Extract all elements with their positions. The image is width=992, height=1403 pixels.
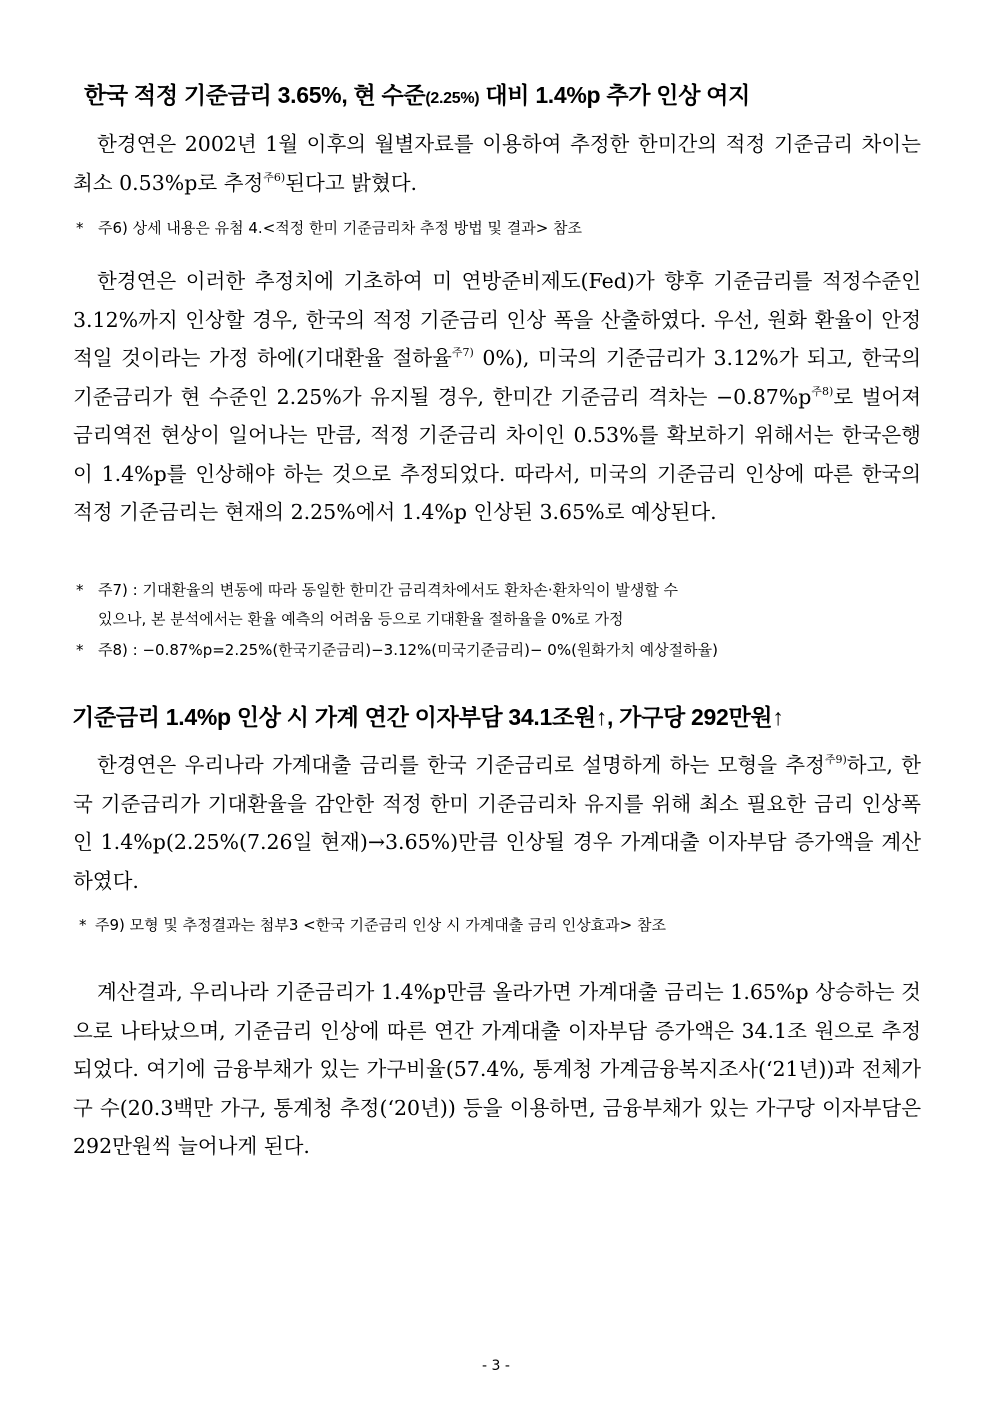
heading-1-small: (2.25%) bbox=[425, 90, 480, 107]
footnote-ref: 주9) bbox=[824, 753, 847, 766]
section-heading-1 bbox=[84, 80, 934, 114]
paragraph-text: 한경연은 이러한 추정치에 기초하여 미 연방준비제도(Fed)가 향후 기준금리를 적정수준인 3.12%까지 인상할 경우, 한국의 적정 기준금리 인상 폭을 산출하였다. 우선, 원화 환율이 안정적일 것이라는 가정 하에(기대환율 절하율 bbox=[73, 269, 921, 370]
footnote-text: 주6) 상세 내용은 유첨 4.<적정 한미 기준금리차 추정 방법 및 결과> 참조 bbox=[98, 219, 583, 237]
paragraph-text: 하고, 한국 기준금리가 기대환율을 감안한 적정 한미 기준금리차 유지를 위해 최소 필요한 금리 인상폭인 1.4%p(2.25%(7.26일 현재)→3.65%)만큼 인상될 경우 가계대출 이자부담 증가액을 계산하였다. bbox=[73, 753, 921, 893]
footnote-ref: 주8) bbox=[811, 384, 834, 398]
footnote-marker: * bbox=[79, 916, 87, 934]
paragraph bbox=[73, 973, 921, 1166]
footnote-marker: * bbox=[76, 581, 84, 599]
paragraph-text: 된다고 밝혔다. bbox=[285, 170, 418, 195]
page-number: - 3 - bbox=[482, 1358, 510, 1374]
footnote-ref: 주7) bbox=[451, 346, 474, 359]
paragraph-text: 한경연은 우리나라 가계대출 금리를 한국 기준금리로 설명하게 하는 모형을 추정 bbox=[97, 753, 825, 777]
paragraph-text: 계산결과, 우리나라 기준금리가 1.4%p만큼 올라가면 가계대출 금리는 1.65%p 상승하는 것으로 나타났으며, 기준금리 인상에 따른 연간 가계대출 이자부담 증가액은 34.1조 원으로 추정되었다. 여기에 금융부채가 있는 가구비율(57.4%, 통계청 가계금융복지조사(‘21년))과 전체가구 수(20.3백만 가구, 통계청 추정(‘20년)) 등을 이용하면, 금융부채가 있는 가구당 이자부담은 292만원씩 늘어나게 된다. bbox=[73, 980, 921, 1158]
section-heading-2: 기준금리 1.4%p 인상 시 가계 연간 이자부담 34.1조원↑, 가구당 292만원↑ bbox=[72, 704, 784, 730]
footnote-6 bbox=[76, 214, 926, 243]
footnote-ref: 주6) bbox=[263, 170, 286, 184]
footnote-7 bbox=[76, 576, 926, 634]
footnote-marker: * bbox=[76, 641, 84, 659]
paragraph-text: 로 벌어져 금리역전 현상이 일어나는 만큼, 적정 기준금리 차이인 0.53%를 확보하기 위해서는 한국은행이 1.4%p를 인상해야 하는 것으로 추정되었다. 따라서, 미국의 기준금리 인상에 따른 한국의 적정 기준금리는 현재의 2.25%에서 1.4%p 인상된 3.65%로 예상된다. bbox=[73, 384, 921, 524]
paragraph bbox=[73, 746, 921, 900]
footnote-marker: * bbox=[76, 219, 84, 237]
paragraph-text: 한경연은 2002년 1월 이후의 월별자료를 이용하여 추정한 한미간의 적정 기준금리 차이는 최소 0.53%p로 추정 bbox=[73, 132, 921, 195]
footnote-9 bbox=[79, 911, 929, 940]
footnote-text: 주7) : 기대환율의 변동에 따라 동일한 한미간 금리격차에서도 환차손·환차익이 발생할 수 bbox=[98, 581, 679, 599]
footnote-text: 있으나, 본 분석에서는 환율 예측의 어려움 등으로 기대환율 절하율을 0%로 가정 bbox=[98, 610, 624, 628]
paragraph bbox=[73, 262, 921, 532]
paragraph bbox=[73, 125, 921, 202]
heading-1-part-b: 대비 1.4%p 추가 인상 여지 bbox=[479, 82, 751, 108]
heading-1-part-a: 한국 적정 기준금리 3.65%, 현 수준 bbox=[84, 82, 426, 108]
footnote-8 bbox=[76, 636, 926, 665]
footnote-text: 주8) : −0.87%p=2.25%(한국기준금리)−3.12%(미국기준금리)− 0%(원화가치 예상절하율) bbox=[98, 641, 718, 659]
paragraph-text: 0%), 미국의 기준금리가 3.12%가 되고, 한국의 기준금리가 현 수준인 2.25%가 유지될 경우, 한미간 기준금리 격차는 −0.87%p bbox=[73, 346, 922, 409]
footnote-text: 주9) 모형 및 추정결과는 첨부3 <한국 기준금리 인상 시 가계대출 금리 인상효과> 참조 bbox=[95, 916, 666, 934]
